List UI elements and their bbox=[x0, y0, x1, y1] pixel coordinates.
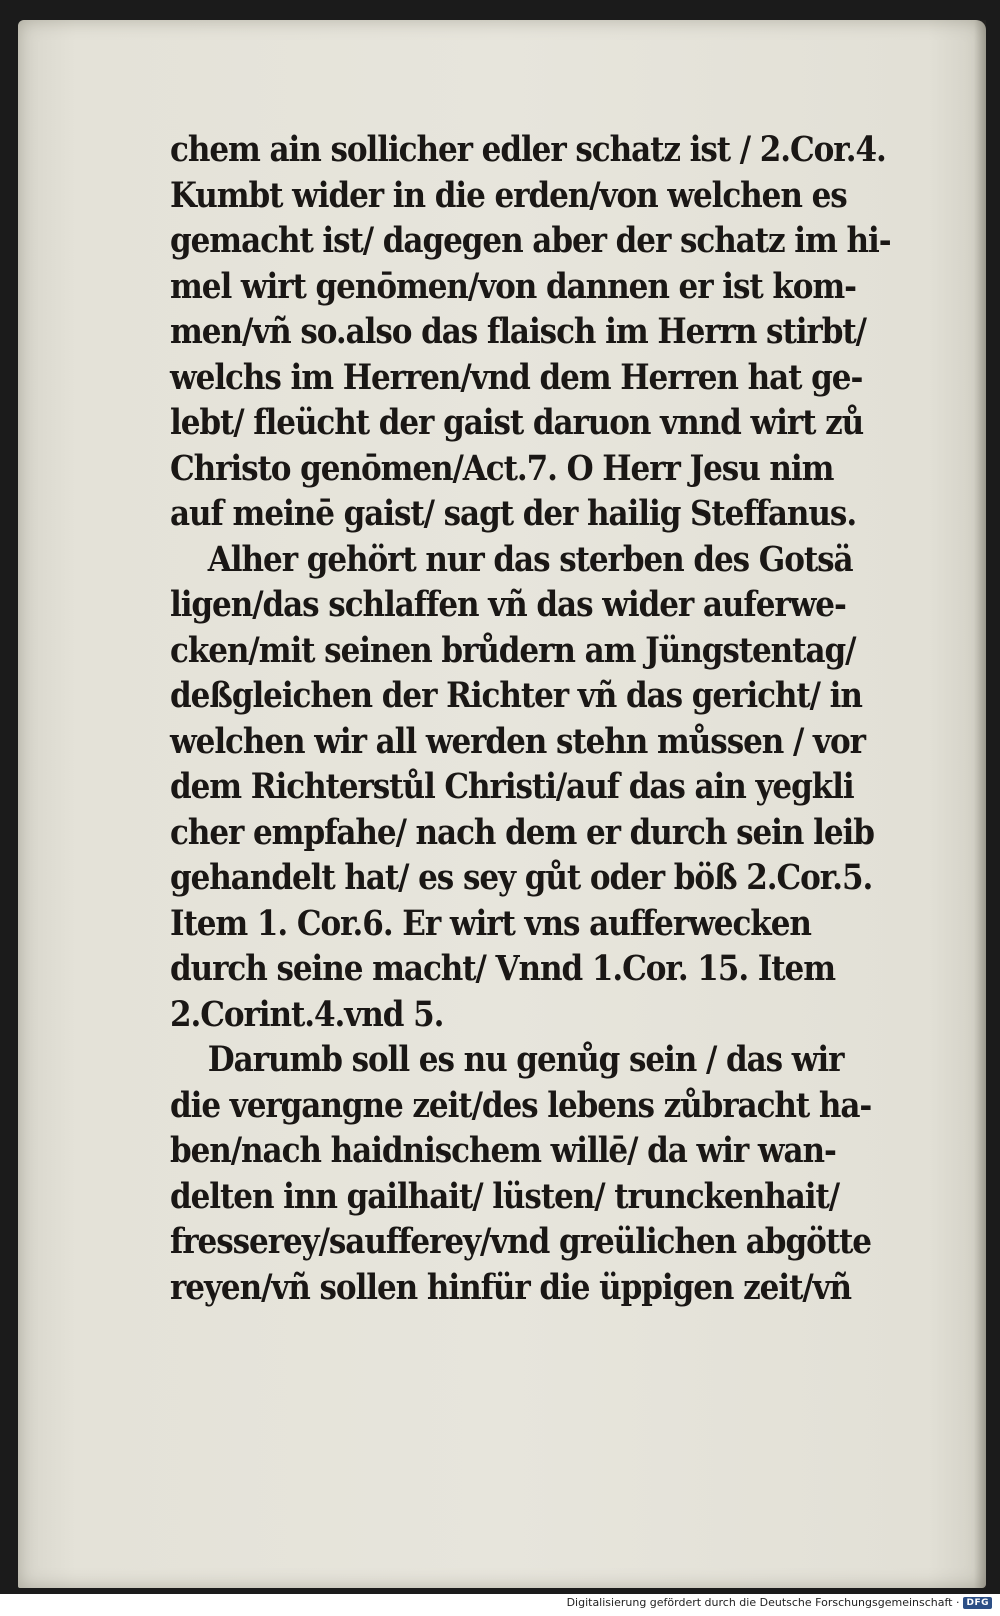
text-line: 2.Corint.4.vnd 5. bbox=[170, 994, 444, 1035]
text-line: gehandelt hat/ es sey gůt oder böß 2.Cor.5. bbox=[170, 858, 873, 898]
credit-text: Digitalisierung gefördert durch die Deutsche Forschungsgemeinschaft · bbox=[566, 1596, 960, 1609]
text-line: men/vñ so.also das flaisch im Herrn stirbt/ bbox=[170, 312, 866, 352]
text-line: durch seine macht/ Vnnd 1.Cor. 15. Item bbox=[170, 949, 835, 989]
text-line: mel wirt genōmen/von dannen er ist kom- bbox=[170, 266, 856, 307]
text-line: auf meinē gaist/ sagt der hailig Steffanus. bbox=[170, 494, 857, 534]
text-line: chem ain sollicher edler schatz ist / 2.Cor.4. bbox=[170, 130, 886, 170]
text-line: cken/mit seinen brůdern am Jüngstentag/ bbox=[170, 630, 856, 671]
text-line: gemacht ist/ dagegen aber der schatz im hi- bbox=[170, 221, 891, 261]
text-line: delten inn gailhait/ lüsten/ trunckenhait/ bbox=[170, 1176, 839, 1217]
text-line: die vergangne zeit/des lebens zůbracht ha- bbox=[170, 1085, 872, 1126]
book-page bbox=[18, 20, 986, 1588]
text-line: Alher gehört nur das sterben des Gotsä bbox=[207, 539, 853, 580]
dfg-logo: DFG bbox=[963, 1597, 992, 1609]
text-line: cher empfahe/ nach dem er durch sein leib bbox=[170, 812, 874, 853]
text-line: ligen/das schlaffen vñ das wider auferwe- bbox=[170, 585, 846, 625]
text-line: Kumbt wider in die erden/von welchen es bbox=[170, 175, 847, 216]
text-line: reyen/vñ sollen hinfür die üppigen zeit/vñ bbox=[170, 1267, 852, 1308]
text-line: welchen wir all werden stehn můssen / vor bbox=[170, 721, 865, 762]
text-line: ben/nach haidnischem willē/ da wir wan- bbox=[170, 1131, 836, 1171]
page-text-block bbox=[170, 128, 930, 1311]
page-edge-shadow bbox=[974, 20, 986, 1588]
text-line: Christo genōmen/Act.7. O Herr Jesu nim bbox=[170, 448, 834, 489]
digitization-credit bbox=[567, 1596, 992, 1609]
text-line: lebt/ fleücht der gaist daruon vnnd wirt zů bbox=[170, 403, 864, 443]
text-line: deßgleichen der Richter vñ das gericht/ in bbox=[170, 676, 862, 716]
text-line: dem Richterstůl Christi/auf das ain yegkli bbox=[170, 767, 854, 807]
text-line: fresserey/saufferey/vnd greülichen abgötte bbox=[170, 1222, 871, 1262]
text-line: welchs im Herren/vnd dem Herren hat ge- bbox=[170, 357, 863, 398]
text-line: Darumb soll es nu genůg sein / das wir bbox=[207, 1040, 844, 1080]
text-line: Item 1. Cor.6. Er wirt vns aufferwecken bbox=[170, 903, 811, 944]
